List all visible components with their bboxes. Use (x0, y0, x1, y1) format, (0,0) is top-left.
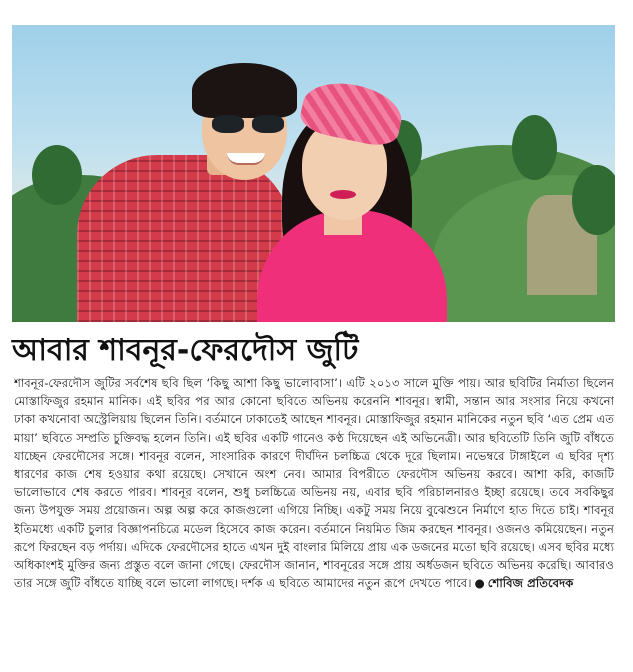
article-photo (12, 25, 615, 322)
article-body (14, 374, 614, 664)
bullet-icon: ● (474, 576, 485, 591)
article-headline: আবার শাবনূর-ফেরদৌস জুটি (12, 333, 359, 368)
article-body-text: শাবনূর-ফেরদৌস জুটির সর্বশেষ ছবি ছিল ‘কিছু আশা কিছু ভালোবাসা’। এটি ২০১৩ সালে মুক্তি পায়। আর ছবিটির নির্মাতা ছিলেন মোস্তাফিজুর রহমান মানিক। এই ছবির পর আর কোনো ছবিতে অভিনয় করেননি শাবনূর। স্বামী, সন্তান আর সংসার নিয়ে কখনো ঢাকা কখনোবা অস্ট্রেলিয়ায় ছিলেন তিনি। বর্তমানে ঢাকাতেই আছেন শাবনূর। মোস্তাফিজুর রহমান মানিকের নতুন ছবি ‘এত প্রেম এত মায়া’ ছবিতে সম্প্রতি চুক্তিবদ্ধ হলেন তিনি। এই ছবির একটি গানেও কণ্ঠ দিয়েছেন এই অভিনেত্রী। আর ছবিতেটি তিনি জুটি বাঁধতে যাচ্ছেন ফেরদৌসের সঙ্গে। শাবনূর বলেন, সাংসারিক কারণে দীর্ঘদিন চলচ্চিত্র থেকে দূরে ছিলাম। নভেম্বরে টাঙ্গাইলে এ ছবির দৃশ্য ধারণের কাজ শেষ হওয়ার কথা রয়েছে। সেখানে অংশ নেব। আমার বিপরীতে ফেরদৌস অভিনয় করবে। আশা করি, কাজটি ভালোভাবে শেষ করতে পারব। শাবনূর বলেন, শুধু চলচ্চিত্রে অভিনয় নয়, এবার ছবি পরিচালনারও ইচ্ছা রয়েছে। তবে সবকিছুর জন্য উপযুক্ত সময় প্রয়োজন। অল্প অল্প করে কাজগুলো এগিয়ে নিচ্ছি। একটু সময় নিয়ে বুঝেশুনে নির্মাণে হাত দিতে চাই। শাবনূর ইতিমধ্যে একটি চুলার বিজ্ঞাপনচিত্রে মডেল হিসেবে কাজ করেন। বর্তমানে নিয়মিত জিম করছেন শাবনূর। ওজনও কমিয়েছেন। নতুন রূপে ফিরছেন বড় পর্দায়। এদিকে ফেরদৌসের হাতে এখন দুই বাংলার মিলিয়ে প্রায় এক ডজনের মতো ছবি রয়েছে। এসব ছবির মধ্যে অধিকাংশই মুক্তির জন্য প্রস্তুত বলে জানা গেছে। ফেরদৌস জানান, শাবনূরের সঙ্গে প্রায় অর্ধডজন ছবিতে অভিনয় করেছি। আবারও তার সঙ্গে জুটি বাঁধতে যাচ্ছি বলে ভালো লাগছে। দর্শক এ ছবিতে আমাদের নতুন রূপে দেখতে পাবে। (14, 376, 614, 591)
woman-figure-lips (330, 190, 356, 199)
man-figure-hair (192, 63, 297, 118)
tree-shape (572, 165, 615, 235)
sunglasses-shape (212, 115, 287, 133)
tree-shape (512, 115, 557, 180)
tree-shape (32, 145, 82, 205)
article-byline: শোবিজ প্রতিবেদক (487, 576, 574, 591)
man-figure-smile (227, 153, 265, 165)
